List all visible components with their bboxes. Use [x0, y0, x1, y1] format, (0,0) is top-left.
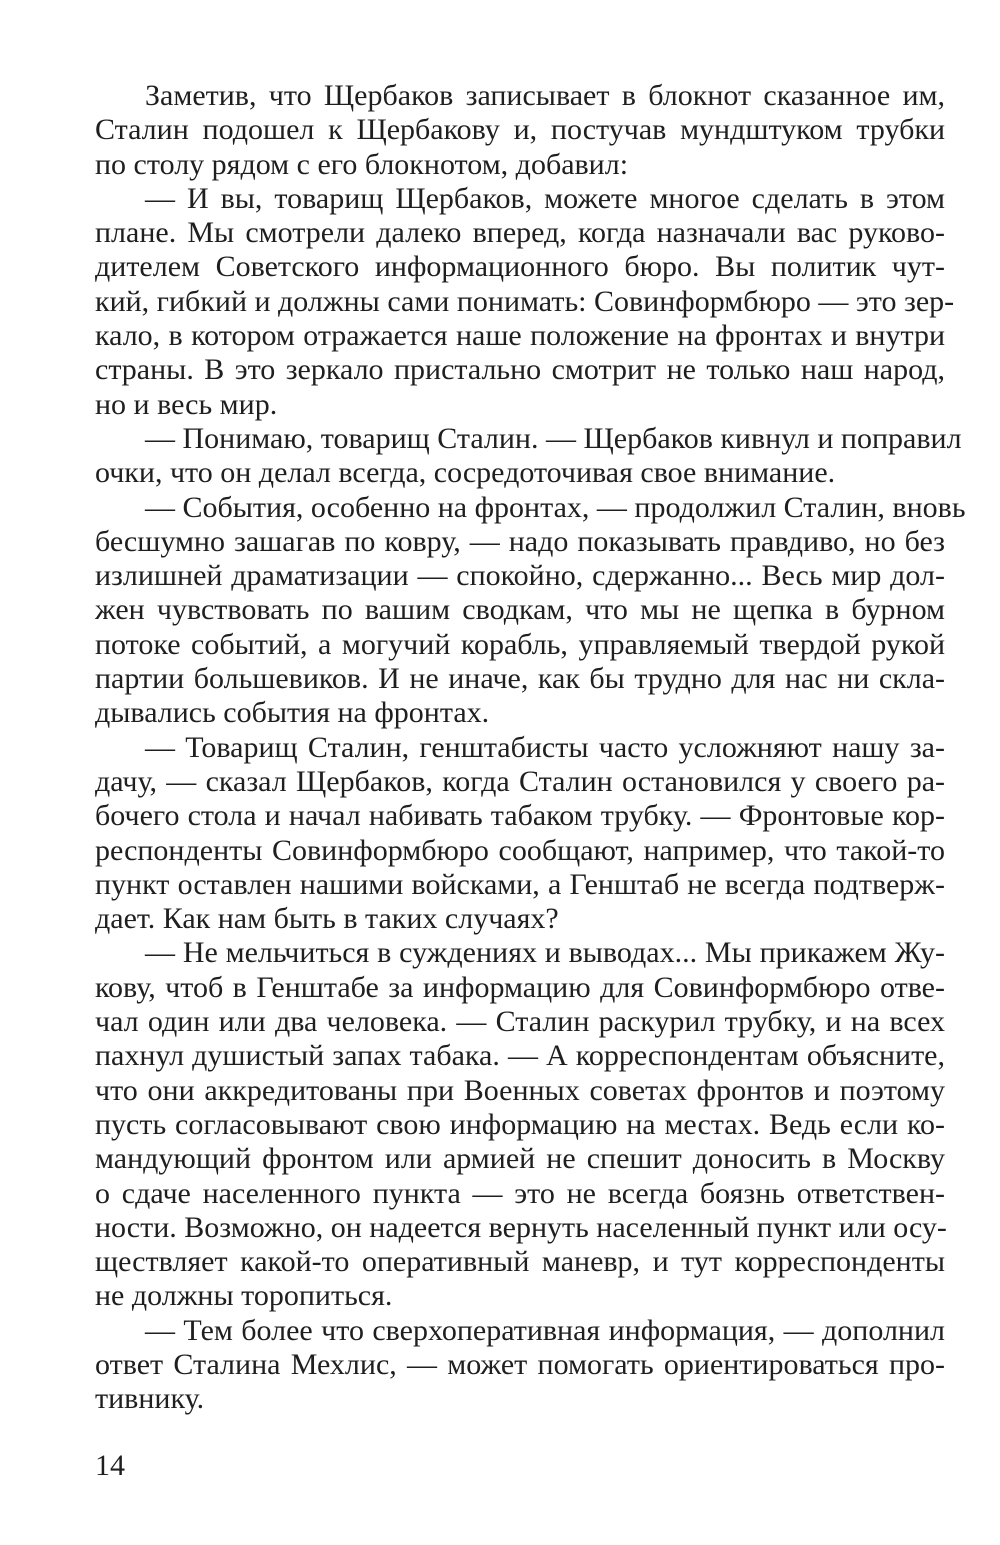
- page-number: 14: [95, 1449, 125, 1482]
- text-line: — Тем более что сверхоперативная информация, — дополнил: [145, 1313, 945, 1347]
- text-line: дителем Советского информационного бюро. Вы политик чут-: [95, 250, 945, 284]
- text-line: ществляет какой-то оперативный маневр, и тут корреспонденты: [95, 1245, 945, 1279]
- text-line: ответ Сталина Мехлис, — может помогать ориентироваться про-: [95, 1347, 945, 1381]
- text-line: страны. В это зеркало пристально смотрит не только наш народ,: [95, 353, 945, 387]
- text-line: пахнул душистый запах табака. — А корреспондентам объясните,: [95, 1039, 945, 1073]
- text-line: пункт оставлен нашими войсками, а Генштаб не всегда подтверж-: [95, 867, 945, 901]
- text-line: — События, особенно на фронтах, — продолжил Сталин, вновь: [145, 490, 966, 524]
- text-line: тивнику.: [95, 1382, 205, 1416]
- body-text: [95, 79, 966, 1417]
- text-line: плане. Мы смотрели далеко вперед, когда назначали вас руково-: [95, 216, 945, 250]
- text-line: мандующий фронтом или армией не спешит доносить в Москву: [95, 1142, 945, 1176]
- text-line: ности. Возможно, он надеется вернуть населенный пункт или осу-: [95, 1210, 947, 1244]
- text-line: — Товарищ Сталин, генштабисты часто усложняют нашу за-: [145, 730, 945, 764]
- text-line: чал один или два человека. — Сталин раскурил трубку, и на всех: [95, 1005, 945, 1039]
- text-line: — Понимаю, товарищ Сталин. — Щербаков кивнул и поправил: [145, 421, 962, 455]
- text-line: по столу рядом с его блокнотом, добавил:: [95, 147, 629, 181]
- text-line: дачу, — сказал Щербаков, когда Сталин остановился у своего ра-: [95, 764, 945, 798]
- text-line: кало, в котором отражается наше положение на фронтах и внутри: [95, 319, 945, 353]
- text-line: дывались события на фронтах.: [95, 696, 490, 730]
- text-line: бочего стола и начал набивать табаком трубку. — Фронтовые кор-: [95, 799, 945, 833]
- text-line: жен чувствовать по вашим сводкам, что мы не щепка в бурном: [95, 593, 945, 627]
- text-line: потоке событий, а могучий корабль, управляемый твердой рукой: [95, 627, 945, 661]
- text-line: бесшумно зашагав по ковру, — надо показывать правдиво, но без: [95, 524, 945, 558]
- text-line: дает. Как нам быть в таких случаях?: [95, 902, 559, 936]
- text-line: Сталин подошел к Щербакову и, постучав мундштуком трубки: [95, 113, 945, 147]
- text-line: кову, чтоб в Генштабе за информацию для Совинформбюро отве-: [95, 970, 945, 1004]
- text-line: Заметив, что Щербаков записывает в блокнот сказанное им,: [145, 79, 945, 112]
- text-line: излишней драматизации — спокойно, сдержанно... Весь мир дол-: [95, 559, 945, 593]
- text-line: не должны торопиться.: [95, 1279, 393, 1313]
- text-line: — Не мельчиться в суждениях и выводах... Мы прикажем Жу-: [145, 936, 945, 970]
- text-line: что они аккредитованы при Военных советах фронтов и поэтому: [95, 1073, 945, 1107]
- text-line: респонденты Совинформбюро сообщают, например, что такой-то: [95, 833, 945, 867]
- text-line: очки, что он делал всегда, сосредоточивая свое внимание.: [95, 456, 836, 490]
- text-line: — И вы, товарищ Щербаков, можете многое сделать в этом: [145, 181, 945, 215]
- text-line: пусть согласовывают свою информацию на местах. Ведь если ко-: [95, 1107, 945, 1141]
- text-line: о сдаче населенного пункта — это не всегда боязнь ответствен-: [95, 1176, 945, 1210]
- text-line: кий, гибкий и должны сами понимать: Совинформбюро — это зер-: [95, 284, 955, 318]
- text-line: партии большевиков. И не иначе, как бы трудно для нас ни скла-: [95, 662, 945, 696]
- text-line: но и весь мир.: [95, 387, 278, 421]
